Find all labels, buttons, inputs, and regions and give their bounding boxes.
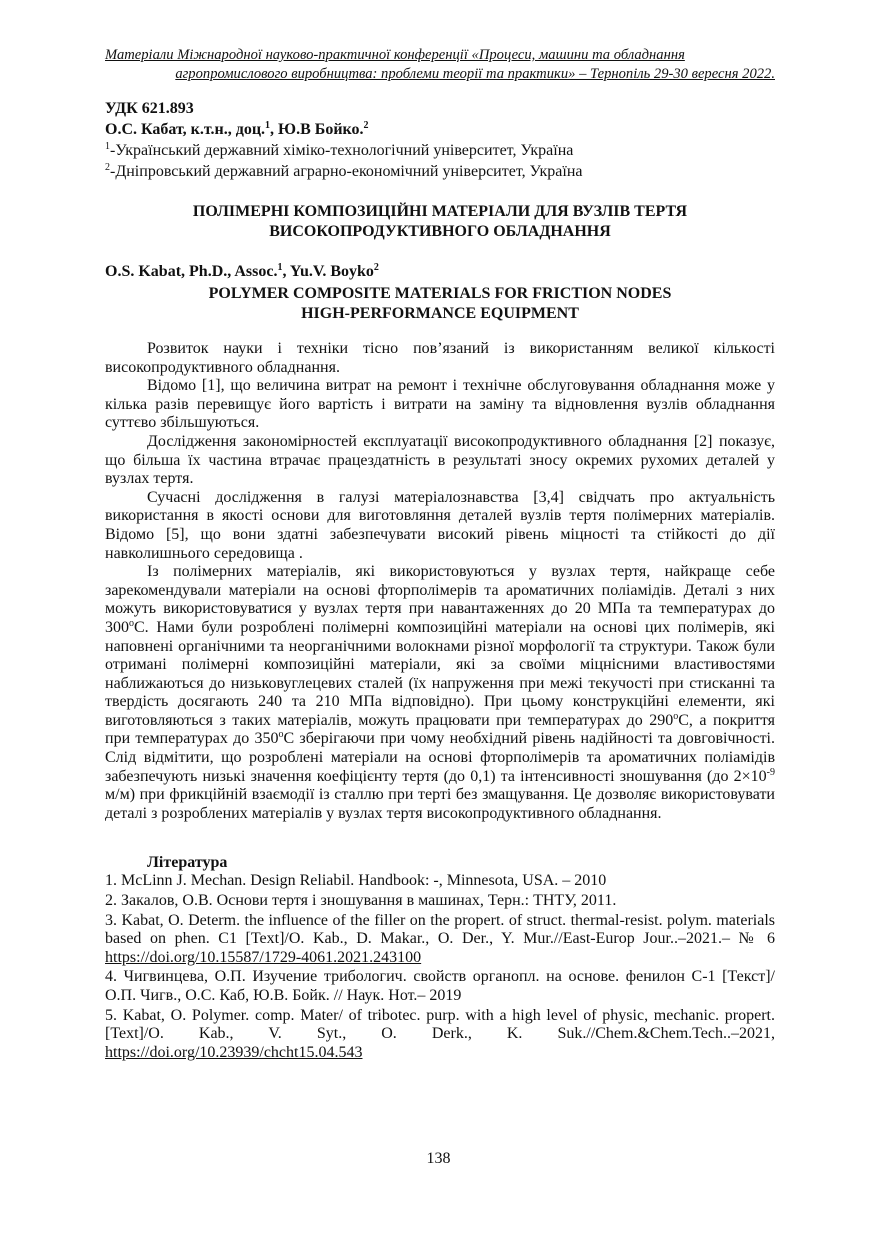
paragraph-4: Сучасні дослідження в галузі матеріалознавства [3,4] свідчать про актуальність використання в якості основи для виготовляння деталей вузлів тертя полімерних матеріалів. Відомо [5], що вони здатні забезпечувати високий рівень міцності та стійкості до дії навколишнього середовища . — [105, 488, 775, 562]
paragraph-2: Відомо [1], що величина витрат на ремонт і технічне обслуговування обладнання може у кілька разів перевищує його вартість і витрати на заміну та відновлення вузлів обладнання суттєво збільшуються. — [105, 377, 775, 432]
reference-5 — [105, 1007, 775, 1063]
affiliation-2-sup: 2 — [105, 162, 110, 173]
title-en — [105, 284, 775, 324]
article-meta — [105, 98, 775, 182]
running-header — [105, 46, 775, 84]
author-2-sup: 2 — [363, 120, 369, 131]
title-ua-line-1: ПОЛІМЕРНІ КОМПОЗИЦІЙНІ МАТЕРІАЛИ ДЛЯ ВУЗЛІВ ТЕРТЯ — [192, 203, 688, 220]
reference-5-text: 5. Kabat, O. Polymer. comp. Mater/ of tribotec. purp. with a high level of physic, mechanic. propert. [Text]/O. Kab., V. Syt., O. Derk., K. Suk.//Chem.&Chem.Tech..–2021, — [105, 1006, 775, 1043]
reference-4: 4. Чигвинцева, О.П. Изучение трибологич. свойств органопл. на основе. фенилон С-1 [Текст]/О.П. Чигв., О.С. Каб, Ю.В. Бойк. // Наук. Нот.– 2019 — [105, 968, 775, 1004]
reference-2: 2. Закалов, О.В. Основи тертя і зношування в машинах, Терн.: ТНТУ, 2011. — [105, 892, 617, 910]
author-sep-en: , — [282, 263, 290, 280]
paragraph-5 — [105, 563, 775, 823]
author-1-sup: 1 — [265, 120, 271, 131]
affiliation-1-sup: 1 — [105, 141, 110, 152]
affiliation-1 — [105, 140, 775, 161]
affiliation-2-text: -Дніпровський державний аграрно-економічний університет, Україна — [110, 163, 583, 180]
author-1-en: O.S. Kabat, Ph.D., Assoc. — [105, 263, 278, 280]
title-ua-line-2: ВИСОКОПРОДУКТИВНОГО ОБЛАДНАННЯ — [269, 223, 611, 240]
paragraph-3: Дослідження закономірностей експлуатації високопродуктивного обладнання [2] показує, що більша їх частина втрачає працездатність в результаті зносу окремих рухомих деталей у вузлах тертя. — [105, 432, 775, 488]
paragraph-5-part-d: С зберігаючи при чому необхідний рівень надійності та довговічності. Слід відмітити, що розроблені матеріали на основі фторполімерів та ароматичних поліамідів забезпечують низькі значення коефіцієнту тертя (до 0,1) та інтенсивності зношування (до 2×10 — [105, 730, 776, 785]
paragraph-5-part-b: С. Нами були розроблені полімерні композиційні матеріали на основі цих полімерів, які наповнені органічними та неорганічними волокнами різної морфології та структури. Також були отримані полімерні композиційні матеріали, які за своїми міцнісними властивостями наближаються до низьковуглецевих сталей (їх напруження при межі текучості при стисканні та твердість досягають 240 та 210 МПа відповідно). При цьому конструкційні елементи, які виготовляються з таких матеріалів, можуть працювати при температурах до 290 — [105, 618, 775, 729]
paragraph-5-part-e: м/м) при фрикційній взаємодії із сталлю при терті без змащування. Це дозволяє використовувати деталі з розроблених матеріалів у вузлах тертя високопродуктивного обладнання. — [105, 786, 775, 822]
affiliation-2 — [105, 161, 775, 182]
header-line-1: Матеріали Міжнародної науково-практичної конференції «Процеси, машини та обладнання — [105, 47, 685, 63]
reference-5-doi-link[interactable]: https://doi.org/10.23939/chcht15.04.543 — [105, 1043, 363, 1061]
author-2-en: Yu.V. Boyko — [289, 263, 374, 280]
reference-3-doi-link[interactable]: https://doi.org/10.15587/1729-4061.2021.243100 — [105, 948, 422, 966]
affiliation-1-text: -Український державний хіміко-технологічний університет, Україна — [110, 142, 574, 159]
header-line-2: агропромислового виробництва: проблеми теорії та практики» – Тернопіль 29-30 вересня 2022. — [175, 66, 775, 82]
author-1-en-sup: 1 — [277, 262, 283, 273]
title-ua — [105, 202, 775, 242]
reference-list — [105, 872, 775, 1062]
authors-ua — [105, 119, 775, 140]
degree-sup-3: o — [278, 729, 284, 741]
author-sep-ua: , — [270, 121, 279, 138]
paragraph-5-part-c: С, а покриття при температурах до 350 — [105, 711, 775, 748]
page-number: 138 — [426, 1150, 451, 1167]
author-2-en-sup: 2 — [373, 262, 379, 273]
article-body — [105, 340, 775, 823]
reference-1: 1. McLinn J. Mechan. Design Reliabil. Handbook: -, Minnesota, USA. – 2010 — [105, 872, 607, 890]
paragraph-5-part-a: Із полімерних матеріалів, які використовуються у вузлах тертя, найкраще себе зарекомендували матеріали на основі фторполімерів та ароматичних поліамідів. Деталі з них можуть використовуватися у вузлах тертя при навантаженнях до 20 МПа та температурах до 300 — [105, 563, 775, 636]
authors-en — [105, 262, 775, 282]
author-1-ua: О.С. Кабат, к.т.н., доц. — [105, 121, 266, 138]
title-en-line-1: POLYMER COMPOSITE MATERIALS FOR FRICTION NODES — [208, 285, 672, 302]
exponent-sup: -9 — [766, 766, 775, 778]
udk-code: УДК 621.893 — [105, 100, 194, 117]
literature-heading: Література — [147, 854, 228, 872]
reference-3-text: 3. Kabat, O. Determ. the influence of the filler on the propert. of struct. thermal-resist. polym. materials based on phen. C1 [Text]/O. Kab., D. Makar., O. Der., Y. Mur.//East-Europ Jour..–2021.– № 6 — [105, 911, 775, 948]
paper-page — [105, 46, 775, 1063]
degree-sup-1: o — [129, 617, 134, 629]
author-2-ua: Ю.В Бойко. — [278, 121, 364, 138]
degree-sup-2: o — [673, 710, 679, 722]
title-en-line-2: HIGH-PERFORMANCE EQUIPMENT — [301, 305, 579, 322]
reference-3 — [105, 912, 775, 968]
paragraph-1: Розвиток науки і техніки тісно пов’язаний із використанням великої кількості високопродуктивного обладнання. — [105, 340, 775, 376]
